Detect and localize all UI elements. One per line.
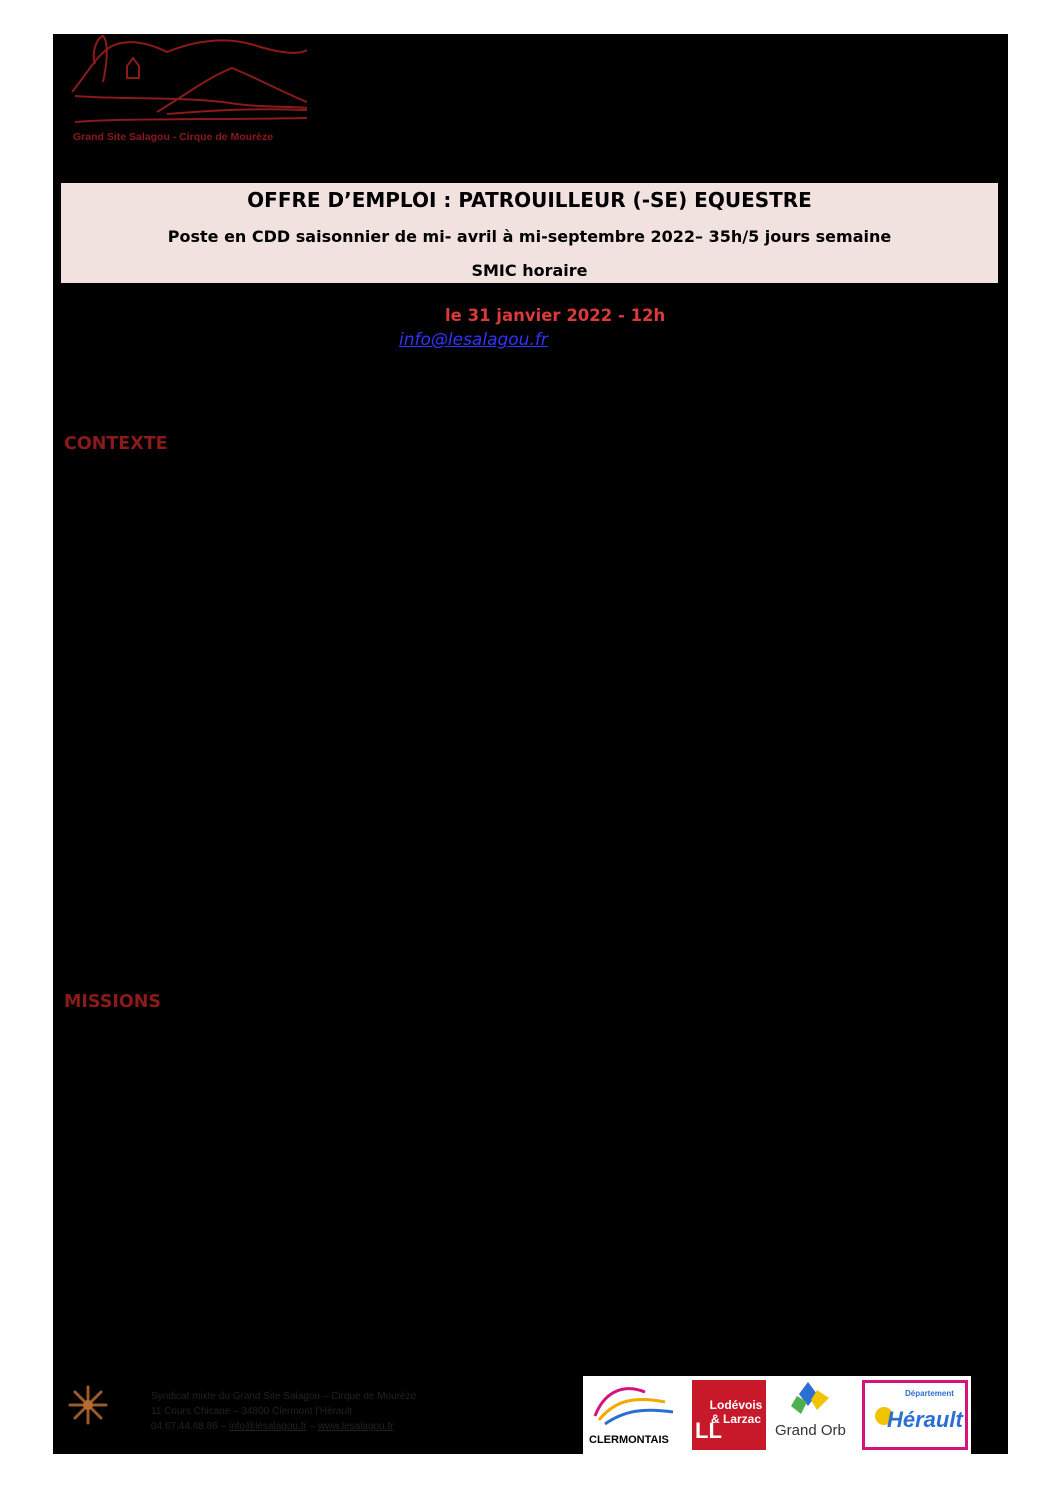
footer-organization: Syndicat mixte du Grand Site Salagou – Cirque de Mourèze [151,1391,417,1402]
footer-contact [151,1419,416,1434]
job-title: OFFRE D’EMPLOI : PATROUILLEUR (-SE) EQUESTRE [247,188,812,212]
lodevois-ll-icon: LL [695,1418,722,1443]
partner-logos [583,1376,971,1454]
grand-orb-mark-icon [773,1380,843,1420]
lodevois-larzac-logo [692,1380,766,1450]
herault-label: Hérault [887,1407,963,1432]
lodevois-label: Lodévois & Larzac [709,1398,763,1426]
landscape-logo-drawing [67,34,317,129]
grand-orb-label: Grand Orb [775,1422,846,1439]
clermontais-label: CLERMONTAIS [589,1434,669,1446]
grand-site-logo [67,34,317,154]
grand-orb-logo [773,1380,846,1450]
footer-separator: – [309,1421,316,1432]
logo-caption: Grand Site Salagou - Cirque de Mourèze [73,131,274,143]
herault-logo [862,1380,968,1450]
footer-phone: 04.67.44.68.86 [151,1421,218,1432]
footer-separator: – [220,1421,227,1432]
salary: SMIC horaire [471,261,588,280]
herault-department-label: Département [905,1389,954,1398]
clermontais-swirl-icon [585,1380,679,1426]
contract-details: Poste en CDD saisonnier de mi- avril à mi-septembre 2022– 35h/5 jours semaine [167,227,892,246]
context-heading: CONTEXTE [64,434,168,454]
document-page [53,34,1008,1454]
footer-email-link[interactable]: info@lesalagou.fr [228,1421,307,1432]
application-email-link[interactable]: info@lesalagou.fr [399,330,548,350]
footer-address [151,1389,416,1434]
job-title-banner [61,183,998,283]
clermontais-logo [585,1380,679,1450]
syndicat-emblem-icon [67,1384,109,1426]
footer-street: 11 Cours Chicane – 34800 Clermont l’Hérault [151,1406,353,1417]
application-deadline: le 31 janvier 2022 - 12h [445,306,666,325]
missions-heading: MISSIONS [64,992,161,1012]
footer-website-link[interactable]: www.lesalagou.fr [317,1421,394,1432]
